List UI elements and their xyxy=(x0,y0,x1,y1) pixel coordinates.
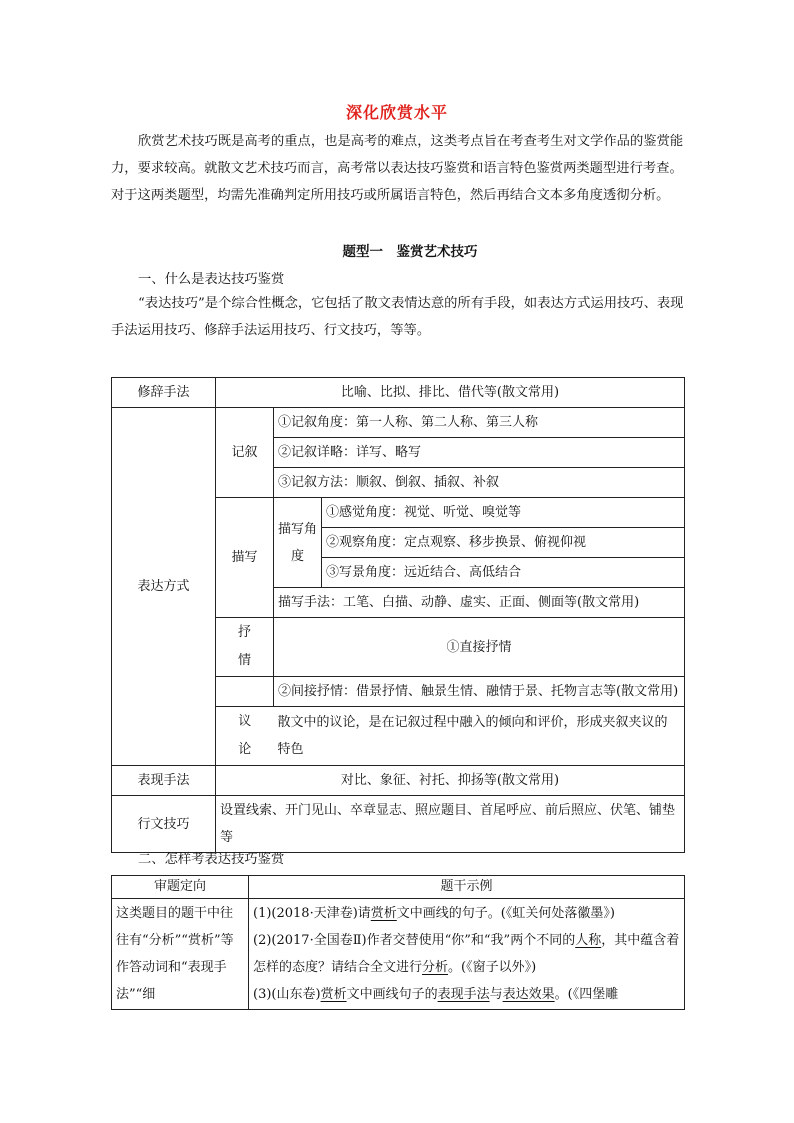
keyword: 表达效果 xyxy=(502,987,555,1002)
question-examples xyxy=(249,899,685,1010)
description-angle-item: ①感觉角度：视觉、听觉、嗅觉等 xyxy=(322,498,685,528)
question-direction-text: 这类题目的题干中往往有“分析”“赏析”等作答动词和“表现手法”“细 xyxy=(112,899,249,1010)
section1-heading: 一、什么是表达技巧鉴赏 xyxy=(138,272,285,287)
keyword: 赏析 xyxy=(320,987,347,1002)
argument-label-char: 议 xyxy=(238,714,252,729)
header-right: 题干示例 xyxy=(249,876,685,899)
argument-label-char: 论 xyxy=(238,742,252,757)
table-row xyxy=(112,796,685,853)
lyric-label-char: 抒 xyxy=(237,625,251,640)
header-left: 审题定向 xyxy=(112,876,249,899)
narration-item: ②记叙详略：详写、略写 xyxy=(274,438,685,468)
performance-label: 表现手法 xyxy=(112,766,216,796)
table-row xyxy=(112,876,685,899)
lyric-label xyxy=(216,618,274,677)
techniques-table xyxy=(111,377,685,853)
example-item: (3)(山东卷)赏析文中画线句子的表现手法与表达效果。(《四堡雕 xyxy=(253,987,619,1002)
rhetoric-label: 修辞手法 xyxy=(112,378,216,408)
writing-label: 行文技巧 xyxy=(112,796,216,853)
example-item: (1)(2018·天津卷)请赏析文中画线的句子。(《虹关何处落徽墨》) xyxy=(253,906,615,921)
narration-item: ①记叙角度：第一人称、第二人称、第三人称 xyxy=(274,408,685,438)
expression-label: 表达方式 xyxy=(112,408,216,766)
keyword: 表现手法 xyxy=(437,987,490,1002)
keyword: 赏析 xyxy=(370,906,397,921)
performance-value: 对比、象征、衬托、抑扬等(散文常用) xyxy=(216,766,685,796)
description-label: 描写 xyxy=(216,498,274,618)
description-angle-item: ②观察角度：定点观察、移步换景、俯视仰视 xyxy=(322,528,685,558)
narration-item: ③记叙方法：顺叙、倒叙、插叙、补叙 xyxy=(274,468,685,498)
lyric-empty-cell xyxy=(216,677,274,707)
table-row xyxy=(112,408,685,438)
argument-label xyxy=(216,707,274,766)
page-title: 深化欣赏水平 xyxy=(345,103,448,122)
description-angle-label: 描写角度 xyxy=(274,498,322,588)
question-table xyxy=(111,875,685,1010)
rhetoric-value: 比喻、比拟、排比、借代等(散文常用) xyxy=(216,378,685,408)
section1-paragraph: “表达技巧”是个综合性概念，它包括了散文表情达意的所有手段，如表达方式运用技巧、表现手法运用技巧、修辞手法运用技巧、行文技巧，等等。 xyxy=(111,296,684,338)
section-subtitle: 题型一 鉴赏艺术技巧 xyxy=(342,244,478,260)
description-technique: 描写手法：工笔、白描、动静、虚实、正面、侧面等(散文常用) xyxy=(274,588,685,618)
lyric-direct: ①直接抒情 xyxy=(274,618,685,677)
writing-value: 设置线索、开门见山、卒章显志、照应题目、首尾呼应、前后照应、伏笔、铺垫等 xyxy=(216,796,685,853)
example-item: (2)(2017·全国卷Ⅱ)作者交替使用“你”和“我”两个不同的人称，其中蕴含着怎样的态度？请结合全文进行分析。(《窗子以外》) xyxy=(253,933,680,975)
lyric-indirect: ②间接抒情：借景抒情、触景生情、融情于景、托物言志等(散文常用) xyxy=(274,677,685,707)
argument-text: 散文中的议论，是在记叙过程中融入的倾向和评价，形成夹叙夹议的特色 xyxy=(274,707,685,766)
keyword: 分析 xyxy=(422,960,449,975)
lyric-label-char: 情 xyxy=(237,653,251,668)
table-row xyxy=(112,766,685,796)
keyword: 人称 xyxy=(575,933,602,948)
description-angle-item: ③写景角度：远近结合、高低结合 xyxy=(322,558,685,588)
table-row xyxy=(112,899,685,1010)
intro-paragraph: 欣赏艺术技巧既是高考的重点，也是高考的难点，这类考点旨在考查考生对文学作品的鉴赏能力，要求较高。就散文艺术技巧而言，高考常以表达技巧鉴赏和语言特色鉴赏两类题型进行考查。对于这两类题型，均需先准确判定所用技巧或所属语言特色，然后再结合文本多角度透彻分析。 xyxy=(111,134,684,203)
narration-label: 记叙 xyxy=(216,408,274,498)
table-row xyxy=(112,378,685,408)
section2-heading: 二、怎样考表达技巧鉴赏 xyxy=(138,852,285,867)
